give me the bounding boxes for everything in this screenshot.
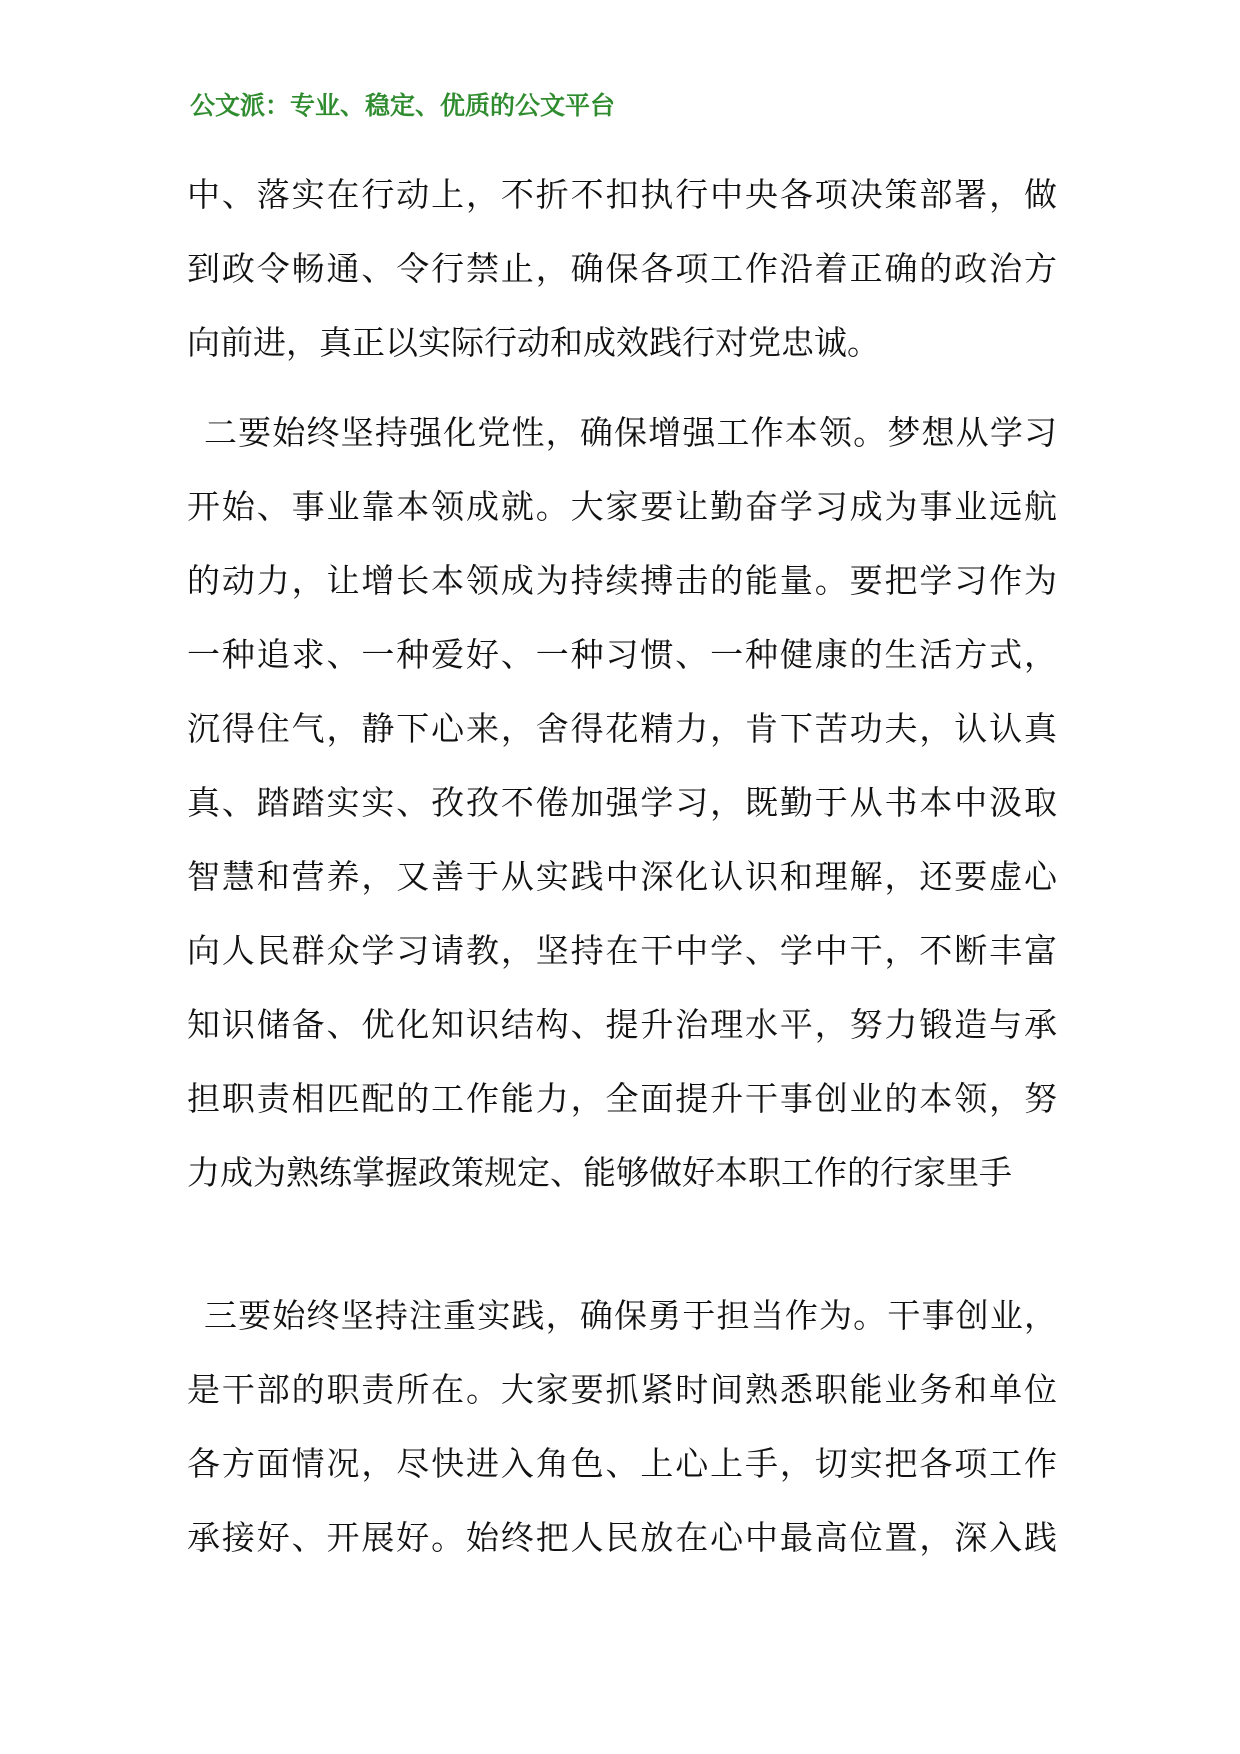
text-line: 向人民群众学习请教，坚持在干中学、学中干，不断丰富 (187, 931, 1057, 970)
text-line: 三要始终坚持注重实践，确保勇于担当作为。干事创业， (204, 1296, 1057, 1335)
paragraph-1 (187, 158, 1057, 380)
text-line: 担职责相匹配的工作能力，全面提升干事创业的本领，努 (187, 1079, 1057, 1118)
paragraph-3 (187, 1279, 1057, 1575)
text-line: 力成为熟练掌握政策规定、能够做好本职工作的行家里手 (187, 1153, 1012, 1192)
text-line: 沉得住气，静下心来，舍得花精力，肯下苦功夫，认认真 (187, 709, 1057, 748)
text-line: 智慧和营养，又善于从实践中深化认识和理解，还要虚心 (187, 857, 1057, 896)
text-line: 真、踏踏实实、孜孜不倦加强学习，既勤于从书本中汲取 (187, 783, 1057, 822)
text-line: 是干部的职责所在。大家要抓紧时间熟悉职能业务和单位 (187, 1370, 1057, 1409)
text-line: 中、落实在行动上，不折不扣执行中央各项决策部署，做 (187, 175, 1057, 214)
text-line: 开始、事业靠本领成就。大家要让勤奋学习成为事业远航 (187, 487, 1057, 526)
site-header: 公文派：专业、稳定、优质的公文平台 (190, 91, 616, 120)
text-line: 向前进，真正以实际行动和成效践行对党忠诚。 (187, 323, 880, 362)
text-line: 知识储备、优化知识结构、提升治理水平，努力锻造与承 (187, 1005, 1057, 1044)
text-line: 二要始终坚持强化党性，确保增强工作本领。梦想从学习 (204, 413, 1057, 452)
text-line: 承接好、开展好。始终把人民放在心中最高位置，深入践 (187, 1518, 1057, 1557)
text-line: 一种追求、一种爱好、一种习惯、一种健康的生活方式， (187, 635, 1057, 674)
text-line: 各方面情况，尽快进入角色、上心上手，切实把各项工作 (187, 1444, 1057, 1483)
text-line: 到政令畅通、令行禁止，确保各项工作沿着正确的政治方 (187, 249, 1057, 288)
paragraph-2 (187, 396, 1057, 1210)
text-line: 的动力，让增长本领成为持续搏击的能量。要把学习作为 (187, 561, 1057, 600)
